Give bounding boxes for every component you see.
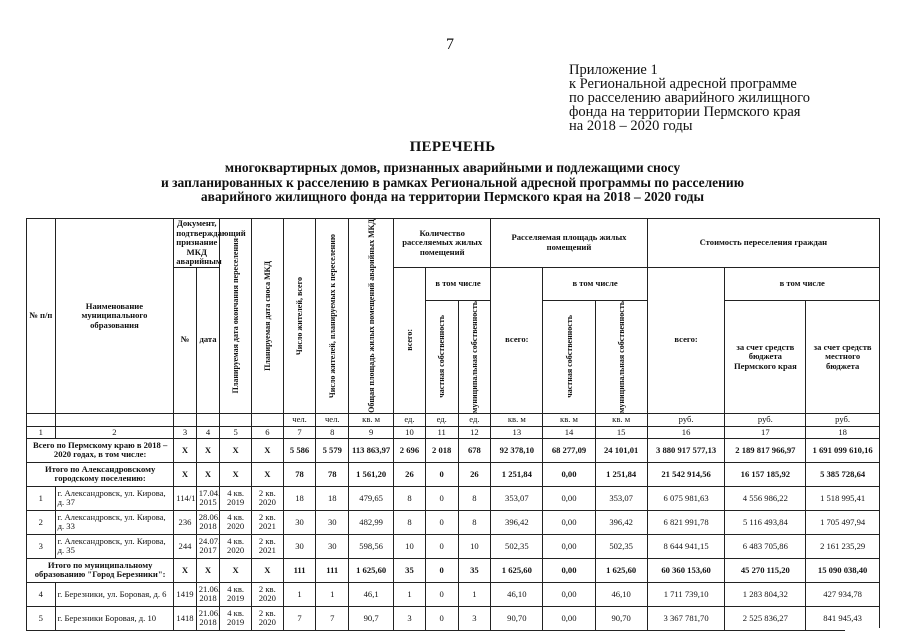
row-address: г. Александровск, ул. Кирова, д. 37 bbox=[55, 486, 174, 510]
table-cell: 4 кв. 2020 bbox=[220, 534, 252, 558]
table-cell: 1 625,60 bbox=[491, 558, 543, 582]
row-number: 3 bbox=[27, 534, 56, 558]
table-cell: 113 863,97 bbox=[349, 438, 394, 462]
table-cell: 5 579 bbox=[316, 438, 349, 462]
table-cell: 678 bbox=[458, 438, 491, 462]
table-cell: 3 bbox=[458, 606, 491, 630]
table-cell: X bbox=[220, 462, 252, 486]
row-label: Итого по муниципальному образованию "Город Березники": bbox=[27, 558, 174, 582]
column-number: 10 bbox=[394, 426, 426, 438]
appendix-line: фонда на территории Пермского края bbox=[569, 104, 801, 120]
table-cell: 90,70 bbox=[491, 606, 543, 630]
header-cost-group: Стоимость переселения граждан bbox=[647, 219, 879, 268]
table-cell: 0 bbox=[425, 558, 458, 582]
table-cell: 0,00 bbox=[543, 582, 595, 606]
header-area-all: всего: bbox=[491, 267, 543, 413]
table-cell: 5 385 728,64 bbox=[806, 462, 880, 486]
row-address: г. Березники, ул. Боровая, д. 6 bbox=[55, 582, 174, 606]
header-planned-demolition: Планируемая дата сноса МКД bbox=[251, 219, 283, 414]
table-cell: 78 bbox=[316, 462, 349, 486]
table-cell: X bbox=[196, 438, 220, 462]
unit-cell: ед. bbox=[394, 413, 426, 426]
header-rooms-total: всего: bbox=[394, 267, 426, 413]
table-cell: 1 691 099 610,16 bbox=[806, 438, 880, 462]
row-label: Итого по Александровскому городскому поселению: bbox=[27, 462, 174, 486]
total-row bbox=[27, 438, 880, 462]
table-row bbox=[27, 486, 880, 510]
table-cell: 0 bbox=[425, 606, 458, 630]
table-cell: 6 483 705,86 bbox=[725, 534, 806, 558]
column-number: 18 bbox=[806, 426, 880, 438]
header-cost-region: за счет средств бюджета Пермского края bbox=[725, 300, 806, 413]
header-document: Документ, подтверждающий признание МКД аварийным bbox=[174, 219, 220, 268]
unit-cell: руб. bbox=[725, 413, 806, 426]
table-cell: 4 кв. 2019 bbox=[220, 582, 252, 606]
table-cell: 5 116 493,84 bbox=[725, 510, 806, 534]
subtotal-row bbox=[27, 558, 880, 582]
table-cell: 5 586 bbox=[283, 438, 316, 462]
header-cost-including: в том числе bbox=[725, 267, 880, 300]
table-cell: 2 кв. 2020 bbox=[251, 486, 283, 510]
table-cell: 1 518 995,41 bbox=[806, 486, 880, 510]
table-cell: 0,00 bbox=[543, 558, 595, 582]
table-cell: 0 bbox=[425, 534, 458, 558]
table-cell: 2 189 817 966,97 bbox=[725, 438, 806, 462]
table-cell: 18 bbox=[316, 486, 349, 510]
column-number: 14 bbox=[543, 426, 595, 438]
table-cell: 8 bbox=[458, 486, 491, 510]
table-cell: 2 161 235,29 bbox=[806, 534, 880, 558]
header-cost-local: за счет средств местного бюджета bbox=[806, 300, 880, 413]
row-number: 2 bbox=[27, 510, 56, 534]
table-cell: 236 bbox=[174, 510, 197, 534]
table-cell: 4 кв. 2019 bbox=[220, 486, 252, 510]
table-cell: 21 542 914,56 bbox=[647, 462, 725, 486]
column-number: 13 bbox=[491, 426, 543, 438]
table-cell: 4 556 986,22 bbox=[725, 486, 806, 510]
table-cell: 1419 bbox=[174, 582, 197, 606]
document-title: ПЕРЕЧЕНЬ bbox=[409, 139, 496, 155]
table-cell: 2 кв. 2021 bbox=[251, 534, 283, 558]
table-cell: X bbox=[220, 438, 252, 462]
table-cell: 244 bbox=[174, 534, 197, 558]
column-number: 1 bbox=[27, 426, 56, 438]
table-cell: 2 018 bbox=[425, 438, 458, 462]
table-cell: 30 bbox=[283, 510, 316, 534]
table-cell: 1 705 497,94 bbox=[806, 510, 880, 534]
table-cell: 24 101,01 bbox=[595, 438, 647, 462]
table-cell: 21.06. 2018 bbox=[196, 606, 220, 630]
table-cell: 427 934,78 bbox=[806, 582, 880, 606]
header-cost-all: всего: bbox=[647, 267, 725, 413]
table-cell: 2 кв. 2020 bbox=[251, 606, 283, 630]
table-cell: 46,1 bbox=[349, 582, 394, 606]
table-cell: 30 bbox=[316, 510, 349, 534]
table-cell: 479,65 bbox=[349, 486, 394, 510]
column-number: 4 bbox=[196, 426, 220, 438]
column-number: 7 bbox=[283, 426, 316, 438]
table-cell: 8 bbox=[394, 486, 426, 510]
table-cell: 111 bbox=[283, 558, 316, 582]
table-cell: 502,35 bbox=[595, 534, 647, 558]
header-area-including: в том числе bbox=[543, 267, 647, 300]
table-cell: 482,99 bbox=[349, 510, 394, 534]
column-number: 12 bbox=[458, 426, 491, 438]
table-cell: 353,07 bbox=[595, 486, 647, 510]
header-area-group: Расселяемая площадь жилых помещений bbox=[491, 219, 647, 268]
table-cell: 1 bbox=[316, 582, 349, 606]
table-cell: 4 кв. 2020 bbox=[220, 510, 252, 534]
table-cell: 0,00 bbox=[543, 462, 595, 486]
header-planned-end: Планируемая дата окончания переселения bbox=[220, 219, 252, 414]
table-cell: 0 bbox=[425, 462, 458, 486]
unit-cell: кв. м bbox=[595, 413, 647, 426]
header-municipality: Наименование муниципального образования bbox=[55, 219, 174, 414]
table-cell: 3 367 781,70 bbox=[647, 606, 725, 630]
table-cell: 16 157 185,92 bbox=[725, 462, 806, 486]
unit-cell: ед. bbox=[425, 413, 458, 426]
row-number: 1 bbox=[27, 486, 56, 510]
column-number: 5 bbox=[220, 426, 252, 438]
unit-cell: ед. bbox=[458, 413, 491, 426]
table-cell: 45 270 115,20 bbox=[725, 558, 806, 582]
table-cell: 0 bbox=[425, 486, 458, 510]
unit-cell: кв. м bbox=[491, 413, 543, 426]
table-cell: X bbox=[174, 438, 197, 462]
header-area-municipal: муниципальная собственность bbox=[595, 300, 647, 413]
table-cell: 30 bbox=[283, 534, 316, 558]
row-label: Всего по Пермскому краю в 2018 – 2020 годах, в том числе: bbox=[27, 438, 174, 462]
table-cell: 0 bbox=[425, 582, 458, 606]
table-cell: 6 075 981,63 bbox=[647, 486, 725, 510]
table-cell: X bbox=[251, 558, 283, 582]
table-cell: 28.06. 2018 bbox=[196, 510, 220, 534]
row-number: 4 bbox=[27, 582, 56, 606]
table-cell: 0,00 bbox=[543, 486, 595, 510]
row-address: г. Березники Боровая, д. 10 bbox=[55, 606, 174, 630]
table-cell: 90,70 bbox=[595, 606, 647, 630]
table-cell: X bbox=[174, 462, 197, 486]
table-cell: 78 bbox=[283, 462, 316, 486]
table-cell: 68 277,09 bbox=[543, 438, 595, 462]
appendix-line: Приложение 1 bbox=[569, 62, 658, 78]
table-cell: 0,00 bbox=[543, 534, 595, 558]
table-cell: X bbox=[174, 558, 197, 582]
table-cell: 8 bbox=[394, 510, 426, 534]
table-cell: 35 bbox=[394, 558, 426, 582]
appendix-line: к Региональной адресной программе bbox=[569, 76, 797, 92]
page-number: 7 bbox=[446, 36, 454, 53]
table-cell: 1 bbox=[283, 582, 316, 606]
table-cell: 4 кв. 2019 bbox=[220, 606, 252, 630]
document-subtitle bbox=[100, 161, 805, 205]
subtitle-line: многоквартирных домов, признанных аварийными и подлежащими сносу bbox=[224, 160, 681, 175]
table-cell: 24.07. 2017 bbox=[196, 534, 220, 558]
table-cell: 15 090 038,40 bbox=[806, 558, 880, 582]
table-cell: 1 251,84 bbox=[595, 462, 647, 486]
table-cell: 8 644 941,15 bbox=[647, 534, 725, 558]
table-row bbox=[27, 510, 880, 534]
header-area-total: Общая площадь жилых помещений аварийных МКД bbox=[349, 219, 394, 414]
table-cell: 1 711 739,10 bbox=[647, 582, 725, 606]
table-cell: 396,42 bbox=[491, 510, 543, 534]
header-rooms-including: в том числе bbox=[425, 267, 490, 300]
subtitle-line: аварийного жилищного фонда на территории Пермского края на 2018 – 2020 годы bbox=[200, 189, 705, 204]
table-cell: 1418 bbox=[174, 606, 197, 630]
table-cell: 2 525 836,27 bbox=[725, 606, 806, 630]
table-cell: 18 bbox=[283, 486, 316, 510]
table-cell: 841 945,43 bbox=[806, 606, 880, 630]
table-cell: 8 bbox=[458, 510, 491, 534]
header-num: № п/п bbox=[27, 219, 56, 414]
table-cell: 1 283 804,32 bbox=[725, 582, 806, 606]
table-cell: 46,10 bbox=[491, 582, 543, 606]
subtitle-line: и запланированных к расселению в рамках Региональной адресной программы по расселению bbox=[160, 174, 745, 190]
table-cell: 92 378,10 bbox=[491, 438, 543, 462]
table-cell: 2 696 bbox=[394, 438, 426, 462]
column-number: 6 bbox=[251, 426, 283, 438]
table-cell: 3 bbox=[394, 606, 426, 630]
table-cell: 0,00 bbox=[543, 510, 595, 534]
table-cell: 46,10 bbox=[595, 582, 647, 606]
table-cell: 2 кв. 2021 bbox=[251, 510, 283, 534]
header-area-private: частная собственность bbox=[543, 300, 595, 413]
table-cell: 3 880 917 577,13 bbox=[647, 438, 725, 462]
table-cell: 1 625,60 bbox=[595, 558, 647, 582]
column-number: 17 bbox=[725, 426, 806, 438]
table-cell: X bbox=[196, 462, 220, 486]
table-row bbox=[27, 582, 880, 606]
row-address: г. Александровск, ул. Кирова, д. 33 bbox=[55, 510, 174, 534]
header-rooms-municipal: муниципальная собственность bbox=[458, 300, 491, 413]
header-doc-num: № bbox=[174, 267, 197, 413]
table-cell: 21.06. 2018 bbox=[196, 582, 220, 606]
table-cell: 353,07 bbox=[491, 486, 543, 510]
table-cell: 26 bbox=[458, 462, 491, 486]
table-cell: 60 360 153,60 bbox=[647, 558, 725, 582]
header-rooms-private: частная собственность bbox=[425, 300, 458, 413]
column-number: 3 bbox=[174, 426, 197, 438]
unit-cell: руб. bbox=[647, 413, 725, 426]
table-cell: 502,35 bbox=[491, 534, 543, 558]
table-cell: 1 561,20 bbox=[349, 462, 394, 486]
appendix-line: по расселению аварийного жилищного bbox=[569, 90, 811, 106]
column-number: 15 bbox=[595, 426, 647, 438]
header-doc-date: дата bbox=[196, 267, 220, 413]
table-cell: 17.04. 2015 bbox=[196, 486, 220, 510]
table-cell: 0 bbox=[425, 510, 458, 534]
table-cell: 7 bbox=[283, 606, 316, 630]
row-number: 5 bbox=[27, 606, 56, 630]
column-numbers-row bbox=[27, 426, 880, 438]
column-number: 11 bbox=[425, 426, 458, 438]
header-residents-total: Число жителей, всего bbox=[283, 219, 316, 414]
page-corner bbox=[845, 628, 905, 640]
header-residents-planned: Число жителей, планируемых к переселению bbox=[316, 219, 349, 414]
table-cell: 396,42 bbox=[595, 510, 647, 534]
subtotal-row bbox=[27, 462, 880, 486]
table-cell: 111 bbox=[316, 558, 349, 582]
unit-cell: чел. bbox=[316, 413, 349, 426]
table-cell: 90,7 bbox=[349, 606, 394, 630]
table-cell: 0,00 bbox=[543, 606, 595, 630]
column-number: 16 bbox=[647, 426, 725, 438]
table-cell: 114/1 bbox=[174, 486, 197, 510]
unit-cell: кв. м bbox=[349, 413, 394, 426]
table-cell: 6 821 991,78 bbox=[647, 510, 725, 534]
table-cell: 1 bbox=[458, 582, 491, 606]
table-cell: 35 bbox=[458, 558, 491, 582]
table-cell: 10 bbox=[458, 534, 491, 558]
header-row-1 bbox=[27, 219, 880, 268]
unit-cell: руб. bbox=[806, 413, 880, 426]
table-cell: 1 625,60 bbox=[349, 558, 394, 582]
row-address: г. Александровск, ул. Кирова, д. 35 bbox=[55, 534, 174, 558]
table-row bbox=[27, 606, 880, 630]
housing-registry-table bbox=[26, 218, 880, 631]
table-cell: X bbox=[251, 462, 283, 486]
table-cell: X bbox=[196, 558, 220, 582]
header-rooms-group: Количество расселяемых жилых помещений bbox=[394, 219, 491, 268]
appendix-line: на 2018 – 2020 годы bbox=[569, 118, 693, 134]
table-cell: X bbox=[251, 438, 283, 462]
table-cell: 30 bbox=[316, 534, 349, 558]
column-number: 9 bbox=[349, 426, 394, 438]
unit-cell: кв. м bbox=[543, 413, 595, 426]
table-cell: 1 251,84 bbox=[491, 462, 543, 486]
units-row bbox=[27, 413, 880, 426]
table-cell: 10 bbox=[394, 534, 426, 558]
table-cell: X bbox=[220, 558, 252, 582]
table-row bbox=[27, 534, 880, 558]
table-cell: 1 bbox=[394, 582, 426, 606]
table-cell: 2 кв. 2020 bbox=[251, 582, 283, 606]
appendix-note bbox=[569, 63, 810, 133]
table-cell: 598,56 bbox=[349, 534, 394, 558]
unit-cell: чел. bbox=[283, 413, 316, 426]
column-number: 2 bbox=[55, 426, 174, 438]
table-cell: 26 bbox=[394, 462, 426, 486]
column-number: 8 bbox=[316, 426, 349, 438]
table-cell: 7 bbox=[316, 606, 349, 630]
